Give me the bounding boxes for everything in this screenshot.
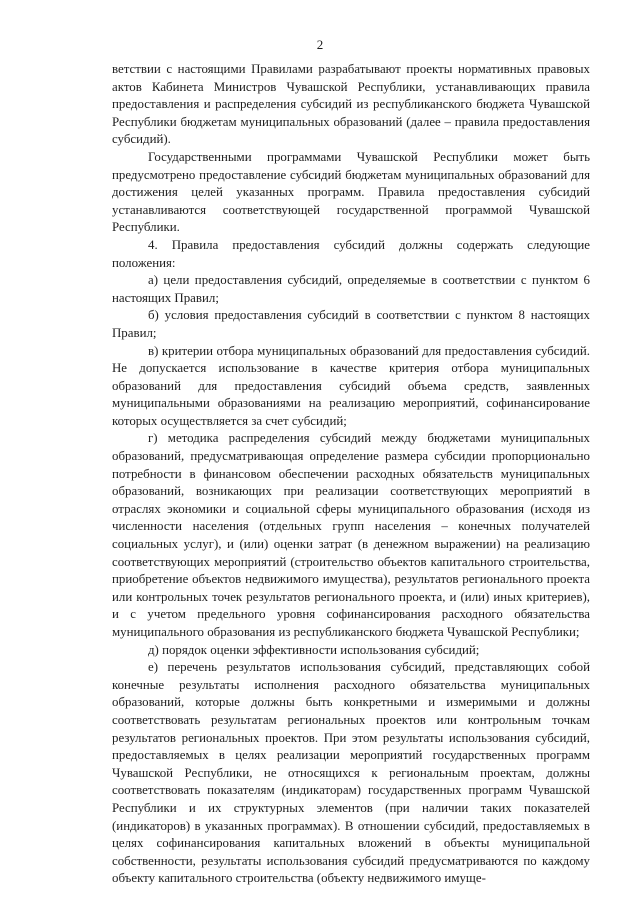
paragraph-state-programs: Государственными программами Чувашской Республики может быть предусмотрено предоставление субсидий бюджетам муниципальных образований для достижения целей указанных программ. Правила предоставления субсидий устанавливаются соответствующей государственной программой Чувашской Республики. [112, 149, 590, 235]
paragraph-subitem-a: а) цели предоставления субсидий, определяемые в соответствии с пунктом 6 настоящих Правил; [112, 273, 590, 305]
page-number: 2 [316, 37, 324, 52]
paragraph-subitem-v: в) критерии отбора муниципальных образований для предоставления субсидий. Не допускается использование в качестве критерия отбора муниципальных образований для предоставления субсидий объема средств, заявленных муниципальными образованиями на реализацию мероприятий, софинансирование которых осуществляется за счет субсидий; [112, 343, 590, 428]
paragraph-subitem-g: г) методика распределения субсидий между бюджетами муниципальных образований, предусматривающая определение размера субсидии пропорционально потребности в финансовом обеспечении расходных обязательств муниципальных образований, возникающих при реализации соответствующих мероприятий в отраслях экономики и социальной сферы муниципального образования (исходя из численности населения (отдельных групп населения – конечных получателей социальных услуг), и (или) оценки затрат (в денежном выражении) на реализацию соответствующих мероприятий (строительство объектов капитального строительства, приобретение объектов недвижимого имущества), результатов регионального проекта или контрольных точек результатов регионального проекта, и (или) иных критериев), и с учетом предельного уровня софинансирования расходного обязательства муниципального образования из республиканского бюджета Чувашской Республики; [112, 431, 590, 639]
document-body [112, 61, 590, 888]
paragraph-subitem-d: д) порядок оценки эффективности использования субсидий; [148, 642, 480, 657]
paragraph-item-4: 4. Правила предоставления субсидий должны содержать следующие положения: [112, 237, 590, 270]
paragraph-continuation: ветствии с настоящими Правилами разрабатывают проекты нормативных правовых актов Кабинета Министров Чувашской Республики, устанавливающих правила предоставления и распределения субсидий из республиканского бюджета Чувашской Республики бюджетам муниципальных образований (далее – правила предоставления субсидий). [112, 62, 590, 147]
paragraph-subitem-b: б) условия предоставления субсидий в соответствии с пунктом 8 настоящих Правил; [112, 308, 590, 340]
paragraph-subitem-e: е) перечень результатов использования субсидий, представляющих собой конечные результаты исполнения расходного обязательства муниципальных образований, которые должны быть конкретными и измеримыми и должны соответствовать результатам региональных проектов или контрольным точкам результатов региональных проектов. При этом результаты использования субсидий, предоставляемых в целях реализации мероприятий государственных программ Чувашской Республики, не относящихся к региональным проектам, должны соответствовать показателям (индикаторам) государственных программ Чувашской Республики и их структурных элементов (при наличии таких показателей (индикаторов) в указанных программах). В отношении субсидий, предоставляемых в целях софинансирования капитальных вложений в объекты муниципальной собственности, результаты использования субсидий предусматриваются по каждому объекту капитального строительства (объекту недвижимого имуще- [112, 660, 590, 886]
